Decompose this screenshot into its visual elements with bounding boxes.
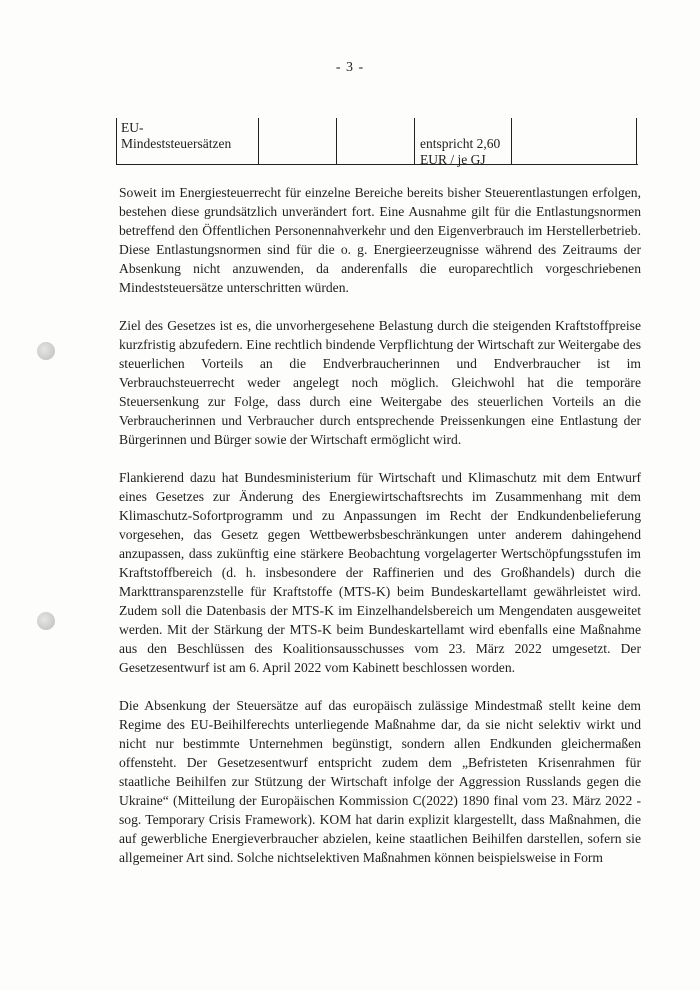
paragraph: Soweit im Energiesteuerrecht für einzelne Bereiche bereits bisher Steuerentlastungen erfolgen, bestehen diese grundsätzlich unverändert fort. Eine Ausnahme gilt für die Entlastungsnormen betreffend den Öffentlichen Personennahverkehr und den Eigenverbrauch im Herstellerbetrieb. Diese Entlastungsnormen sind für die o. g. Energieerzeugnisse während des Zeitraums der Absenkung nicht anzuwenden, da anderenfalls die europarechtlich vorgeschriebenen Mindeststeuersätze unterschritten würden. xyxy=(119,185,641,295)
table-cell-rate-label xyxy=(121,120,231,152)
paragraph: Flankierend dazu hat Bundesministerium für Wirtschaft und Klimaschutz mit dem Entwurf eines Gesetzes zur Änderung des Energiewirtschaftsrechts im Zusammenhang mit dem Klimaschutz-Sofortprogramm und zu Anpassungen im Recht der Endkundenbelieferung vorgesehen, das Gesetz gegen Wettbewerbsbeschränkungen unter anderem dahingehend anzupassen, dass zukünftig eine stärkere Beobachtung vorgelagerter Wertschöpfungsstufen im Kraftstoffbereich (d. h. insbesondere der Raffinerien und des Großhandels) durch die Markttransparenzstelle für Kraftstoffe (MTS-K) beim Bundeskartellamt gewährleistet wird. Zudem soll die Datenbasis der MTS-K im Einzelhandelsbereich um Mengendaten ausgeweitet werden. Mit der Stärkung der MTS-K beim Bundeskartellamt wird ebenfalls eine Maßnahme aus den Beschlüssen des Koalitionsausschusses vom 23. März 2022 umgesetzt. Der Gesetzesentwurf ist am 6. April 2022 vom Kabinett beschlossen worden. xyxy=(119,470,641,675)
table-cell-rate-value xyxy=(420,136,500,168)
punch-hole xyxy=(37,612,55,630)
paragraph: Ziel des Gesetzes ist es, die unvorhergesehene Belastung durch die steigenden Kraftstoffpreise kurzfristig abzufedern. Eine rechtlich bindende Verpflichtung der Wirtschaft zur Weitergabe des steuerlichen Vorteils an die Endverbraucherinnen und Endverbraucher ist im Verbrauchsteuerrecht weder angelegt noch möglich. Gleichwohl hat die temporäre Steuersenkung zur Folge, dass durch eine Weitergabe des steuerlichen Vorteils an die Verbraucherinnen und Verbraucher durch entsprechende Preissenkungen eine Entlastung der Bürgerinnen und Bürger sowie der Wirtschaft ermöglicht wird. xyxy=(119,318,641,447)
table-border-left xyxy=(116,118,117,164)
table-cell-line: Mindeststeuersätzen xyxy=(121,136,232,151)
table-column-divider xyxy=(258,118,259,164)
table-border-right xyxy=(636,118,637,164)
table-cell-line: EU- xyxy=(121,120,144,135)
paragraph: Die Absenkung der Steuersätze auf das europäisch zulässige Mindestmaß stellt keine dem Regime des EU-Beihilferechts unterliegende Maßnahme dar, da sie nicht selektiv wirkt und nicht nur bestimmte Unternehmen begünstigt, sondern allen Endkunden gleichermaßen offensteht. Der Gesetzesentwurf entspricht zudem dem „Befristeten Krisenrahmen für staatliche Beihilfen zur Stützung der Wirtschaft infolge der Aggression Russlands gegen die Ukraine“ (Mitteilung der Europäischen Kommission C(2022) 1890 final vom 23. März 2022 - sog. Temporary Crisis Framework). KOM hat darin explizit klargestellt, dass Maßnahmen, die auf gewerbliche Energieverbraucher abzielen, keine staatlichen Beihilfen darstellen, sofern sie allgemeiner Art sind. Solche nichtselektiven Maßnahmen können beispielsweise in Form xyxy=(119,698,641,865)
table-column-divider xyxy=(511,118,512,164)
table-fragment xyxy=(116,118,638,165)
table-cell-line: EUR / je GJ xyxy=(420,152,486,167)
punch-hole xyxy=(37,342,55,360)
page-number: - 3 - xyxy=(335,60,365,75)
table-cell-line: entspricht 2,60 xyxy=(420,136,501,151)
table-column-divider xyxy=(414,118,415,164)
document-body xyxy=(119,183,641,886)
table-column-divider xyxy=(336,118,337,164)
